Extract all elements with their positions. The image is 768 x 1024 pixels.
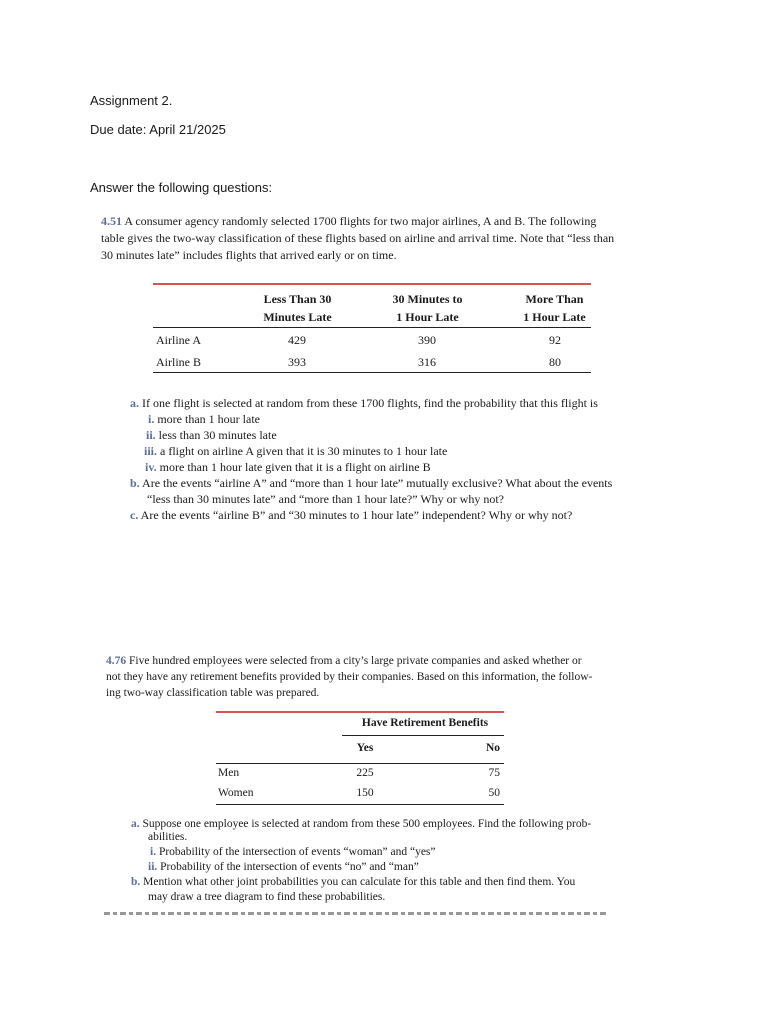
table-cell: 225 [356,767,374,779]
sub-part-text: Probability of the intersection of events “woman” and “yes” [158,846,436,858]
table-cell: 50 [488,787,500,799]
row-label: Airline B [156,355,201,369]
table-header-rule [216,763,504,764]
table-header-rule [153,327,591,328]
part-c [130,508,572,523]
question-text: Five hundred employees were selected from a city’s large private companies and asked whether or [129,655,582,667]
sub-part-label: i. [148,412,155,426]
sub-part-text: more than 1 hour late given that it is a flight on airline B [159,460,431,474]
question-text: A consumer agency randomly selected 1700 flights for two major airlines, A and B. The following [124,214,597,228]
question-4-51-line-3: 30 minutes late” includes flights that arrived early or on time. [101,248,397,262]
table-cell: 92 [549,333,561,347]
question-4-51-line-1 [101,214,596,229]
part-text: Are the events “airline B” and “30 minutes to 1 hour late” independent? Why or why not? [140,508,573,522]
part-a [130,396,598,411]
row-label: Men [218,767,240,779]
table-bottom-rule [153,372,591,373]
part-a-continued: abilities. [148,831,188,843]
table-cell: 80 [549,355,561,369]
part-a [131,818,591,830]
question-number: 4.76 [106,655,127,667]
table-cell: 150 [356,787,374,799]
part-text: Are the events “airline A” and “more than 1 hour late” mutually exclusive? What about the events [142,476,613,490]
col-header-line: More Than [525,292,584,306]
part-b [131,876,575,888]
sub-part [146,428,277,443]
part-b-continued: “less than 30 minutes late” and “more than 1 hour late?” Why or why not? [147,492,504,506]
col-header-no: No [485,742,500,754]
due-date: Due date: April 21/2025 [90,122,226,137]
table-top-rule [153,283,591,285]
table-cell: 75 [488,767,500,779]
part-label: a. [130,396,139,410]
part-label: b. [131,876,141,888]
sub-part [148,412,260,427]
sub-part [144,444,447,459]
part-label: c. [130,508,139,522]
table-cell: 390 [418,333,436,347]
question-4-76-line-1 [106,655,582,667]
row-label: Women [218,787,254,799]
sub-part [148,861,419,873]
sub-part-label: ii. [146,428,156,442]
table-cell: 393 [288,355,306,369]
col-header-less-than-30 [240,290,355,326]
question-number: 4.51 [101,214,122,228]
part-label: b. [130,476,140,490]
sub-part-label: iii. [144,444,158,458]
sub-part [145,460,431,475]
col-header-line: 1 Hour Late [523,310,586,324]
sub-part [150,846,436,858]
sub-part-text: less than 30 minutes late [158,428,277,442]
group-header: Have Retirement Benefits [361,717,489,729]
group-header-rule [342,735,504,736]
assignment-title: Assignment 2. [90,93,173,108]
instruction: Answer the following questions: [90,180,273,195]
sub-part-text: Probability of the intersection of events “no” and “man” [160,861,419,873]
table-top-rule [216,711,504,713]
part-label: a. [131,818,140,830]
row-label: Airline A [156,333,201,347]
col-header-line: 30 Minutes to [392,292,463,306]
col-header-line: 1 Hour Late [396,310,459,324]
clipped-next-question [104,912,609,915]
part-b [130,476,612,491]
sub-part-label: i. [150,846,157,858]
clipped-text-fragment [104,912,609,915]
part-b-continued: may draw a tree diagram to find these probabilities. [148,891,386,903]
table-cell: 316 [418,355,436,369]
col-header-line: Less Than 30 [263,292,332,306]
part-text: Mention what other joint probabilities you can calculate for this table and then find them. You [143,876,576,888]
table-cell: 429 [288,333,306,347]
sub-part-label: iv. [145,460,157,474]
part-text: Suppose one employee is selected at random from these 500 employees. Find the following prob- [142,818,592,830]
col-header-30-to-1-hour [370,290,485,326]
part-text: If one flight is selected at random from these 1700 flights, find the probability that this flight is [142,396,598,410]
question-4-51-line-2: table gives the two-way classification of these flights based on airline and arrival time. Note that “less than [101,231,615,245]
question-4-76-line-3: ing two-way classification table was prepared. [106,687,320,699]
sub-part-label: ii. [148,861,158,873]
question-4-76-line-2: not they have any retirement benefits provided by their companies. Based on this information, the follow- [106,671,593,683]
col-header-yes: Yes [356,742,374,754]
sub-part-text: a flight on airline A given that it is 30 minutes to 1 hour late [160,444,448,458]
col-header-more-than-1-hour [497,290,612,326]
table-bottom-rule [216,804,504,805]
sub-part-text: more than 1 hour late [157,412,260,426]
col-header-line: Minutes Late [263,310,332,324]
